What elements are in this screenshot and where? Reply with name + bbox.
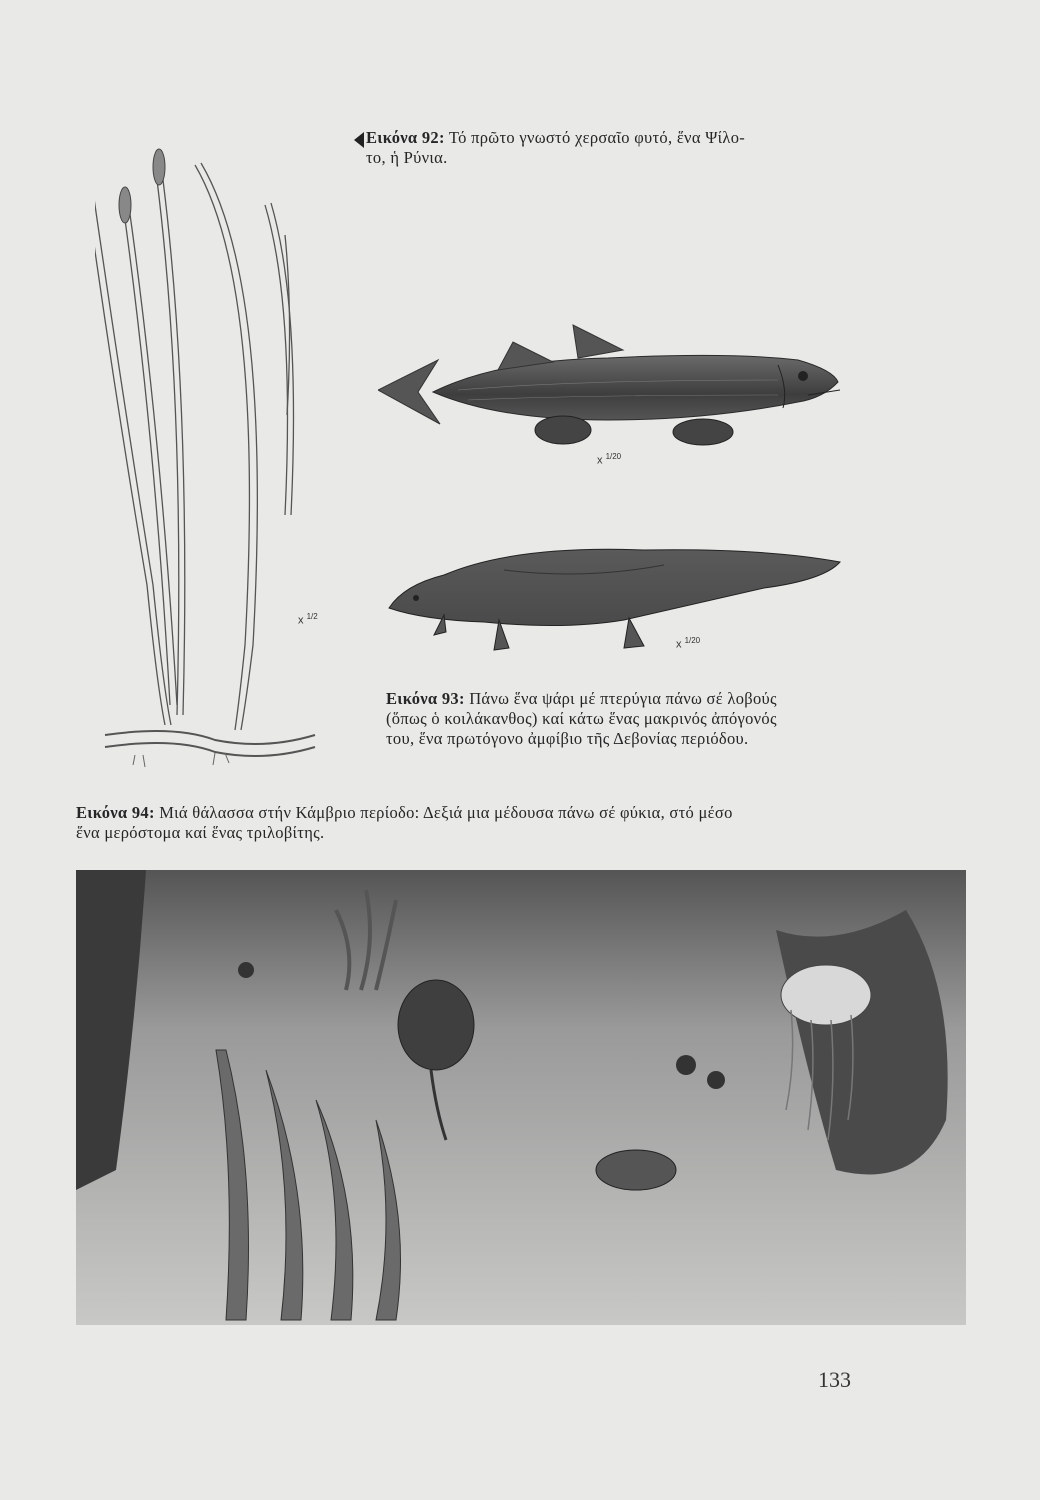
amphibian-illustration — [384, 540, 844, 665]
rhynia-plant-illustration — [95, 85, 325, 775]
figure-92-text-line2: το, ἡ Ρύνια. — [366, 148, 448, 167]
fish-scale-label: x $^{1/20}$ — [597, 452, 622, 467]
amphibian-scale-label: x $^{1/20}$ — [676, 636, 701, 651]
figure-94-text-line2: ἕνα μερόστομα καί ἕνας τριλοβίτης. — [76, 823, 325, 842]
figure-92-text-line1: Τό πρῶτο γνωστό χερσαῖο φυτό, ἕνα Ψίλο- — [448, 128, 746, 147]
figure-93-text-line3: του, ἕνα πρωτόγονο ἀμφίβιο τῆς Δεβονίας περιόδου. — [386, 729, 749, 748]
figure-93-label: Εικόνα 93: — [386, 689, 465, 708]
fish-illustration — [378, 320, 844, 460]
cambrian-sea-illustration — [76, 870, 966, 1325]
figure-94-text-line1: Μιά θάλασσα στήν Κάμβριο περίοδο: Δεξιά μια μέδουσα πάνω σέ φύκια, στό μέσο — [159, 803, 733, 822]
page-number: 133 — [818, 1367, 851, 1392]
figure-93-text-line2: (ὅπως ὁ κοιλάκανθος) καί κάτω ἕνας μακρινός ἀπόγονός — [386, 709, 777, 728]
figure-94-label: Εικόνα 94: — [76, 803, 155, 822]
figure-92-caption — [366, 128, 846, 168]
figure-94-caption — [76, 803, 876, 843]
figure-93-caption — [386, 689, 866, 749]
caption-arrow-icon — [354, 132, 364, 148]
figure-93-text-line1: Πάνω ἕνα ψάρι μέ πτερύγια πάνω σέ λοβούς — [469, 689, 777, 708]
plant-scale-label: x $^{1/2}$ — [298, 612, 318, 627]
figure-92-label: Εικόνα 92: — [366, 128, 445, 147]
